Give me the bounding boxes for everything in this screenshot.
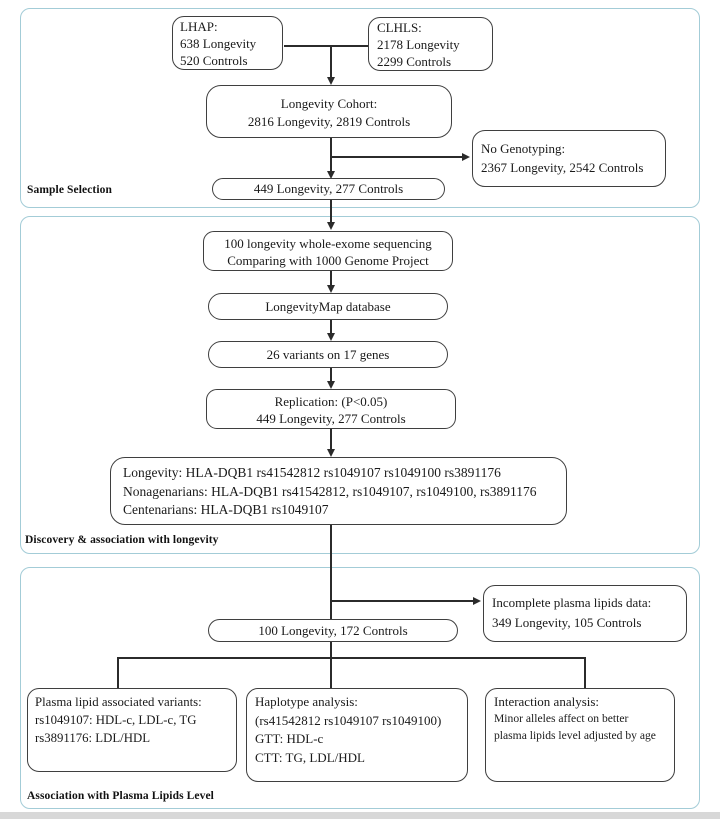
clhls-line-2: 2178 Longevity bbox=[377, 37, 460, 52]
incomplete-line-2: 349 Longevity, 105 Controls bbox=[492, 614, 642, 630]
wes-box bbox=[203, 231, 453, 271]
haplotype-line-1: Haplotype analysis: bbox=[255, 694, 358, 709]
haplotype-line-4: CTT: TG, LDL/HDL bbox=[255, 749, 365, 765]
clhls-line-3: 2299 Controls bbox=[377, 54, 452, 69]
cohort-line-2: 2816 Longevity, 2819 Controls bbox=[247, 113, 411, 129]
connector-lhap-clhls bbox=[284, 45, 368, 47]
variants-box bbox=[208, 341, 448, 368]
no-genotyping-line-1: No Genotyping: bbox=[481, 141, 566, 156]
arrow-to-association bbox=[327, 449, 335, 457]
lhap-line-1: LHAP: bbox=[180, 19, 218, 34]
incomplete-line-1: Incomplete plasma lipids data: bbox=[492, 595, 652, 610]
pill-449-box bbox=[212, 178, 445, 200]
plasma-lipids-label: Association with Plasma Lipids Level bbox=[27, 790, 214, 802]
no-genotyping-line-2: 2367 Longevity, 2542 Controls bbox=[481, 160, 644, 175]
replication-line-1: Replication: (P<0.05) bbox=[274, 394, 388, 409]
connector-variants-down bbox=[330, 368, 332, 381]
haplotype-box bbox=[246, 688, 468, 782]
connector-map-down bbox=[330, 320, 332, 334]
arrow-to-longevitymap bbox=[327, 285, 335, 293]
discovery-label: Discovery & association with longevity bbox=[25, 534, 219, 546]
arrow-to-cohort bbox=[327, 77, 335, 85]
connector-replication-down bbox=[330, 429, 332, 449]
connector-association-down bbox=[330, 525, 332, 619]
wes-line-2: Comparing with 1000 Genome Project bbox=[227, 253, 429, 268]
association-box bbox=[110, 457, 567, 525]
plasma-variants-line-1: Plasma lipid associated variants: bbox=[35, 695, 202, 709]
interaction-box bbox=[485, 688, 675, 782]
connector-100-down bbox=[330, 641, 332, 659]
longevitymap-box bbox=[208, 293, 448, 320]
sample-selection-label: Sample Selection bbox=[27, 184, 112, 196]
pill-100-box bbox=[208, 619, 458, 642]
longevity-cohort-box bbox=[206, 85, 452, 138]
connector-drop-right bbox=[584, 658, 586, 688]
connector-drop-left bbox=[117, 658, 119, 688]
connector-branch-genotyping bbox=[330, 156, 463, 158]
clhls-box bbox=[368, 17, 493, 71]
no-genotyping-box bbox=[472, 130, 666, 187]
haplotype-line-2: (rs41542812 rs1049107 rs1049100) bbox=[255, 712, 442, 728]
arrow-to-incomplete bbox=[473, 597, 481, 605]
interaction-line-3: plasma lipids level adjusted by age bbox=[494, 729, 656, 742]
incomplete-box bbox=[483, 585, 687, 642]
wes-line-1: 100 longevity whole-exome sequencing bbox=[224, 236, 432, 251]
arrow-to-genotyping bbox=[462, 153, 470, 161]
interaction-line-1: Interaction analysis: bbox=[494, 694, 600, 709]
connector-distributor bbox=[117, 657, 586, 659]
replication-line-2: 449 Longevity, 277 Controls bbox=[256, 411, 406, 426]
interaction-line-2: Minor alleles affect on better bbox=[494, 712, 629, 725]
lhap-box bbox=[172, 16, 283, 70]
connector-drop-mid bbox=[330, 658, 332, 688]
connector-449-down bbox=[330, 200, 332, 222]
association-line-2: Nonagenarians: HLA-DQB1 rs41542812, rs1049107, rs1049100, rs3891176 bbox=[123, 483, 537, 499]
variants-text: 26 variants on 17 genes bbox=[266, 347, 390, 362]
connector-branch-incomplete bbox=[330, 600, 474, 602]
pill-449-text: 449 Longevity, 277 Controls bbox=[253, 181, 404, 196]
longevitymap-text: LongevityMap database bbox=[265, 299, 391, 314]
connector-wes-down bbox=[330, 271, 332, 286]
association-line-1: Longevity: HLA-DQB1 rs41542812 rs1049107 rs1049100 rs3891176 bbox=[123, 465, 501, 480]
replication-box bbox=[206, 389, 456, 429]
connector-to-cohort bbox=[330, 46, 332, 78]
arrow-to-replication bbox=[327, 381, 335, 389]
clhls-line-1: CLHLS: bbox=[377, 20, 422, 35]
cohort-line-1: Longevity Cohort: bbox=[280, 96, 378, 111]
pill-100-text: 100 Longevity, 172 Controls bbox=[258, 623, 408, 638]
connector-cohort-down bbox=[330, 138, 332, 172]
bottom-page-edge bbox=[0, 812, 720, 819]
lhap-line-3: 520 Controls bbox=[180, 53, 248, 68]
plasma-variants-box bbox=[27, 688, 237, 772]
haplotype-line-3: GTT: HDL-c bbox=[255, 731, 324, 746]
arrow-to-wes bbox=[327, 222, 335, 230]
arrow-to-variants bbox=[327, 333, 335, 341]
lhap-line-2: 638 Longevity bbox=[180, 36, 257, 51]
plasma-variants-line-2: rs1049107: HDL-c, LDL-c, TG bbox=[35, 713, 197, 727]
association-line-3: Centenarians: HLA-DQB1 rs1049107 bbox=[123, 502, 329, 517]
plasma-variants-line-3: rs3891176: LDL/HDL bbox=[35, 731, 151, 745]
